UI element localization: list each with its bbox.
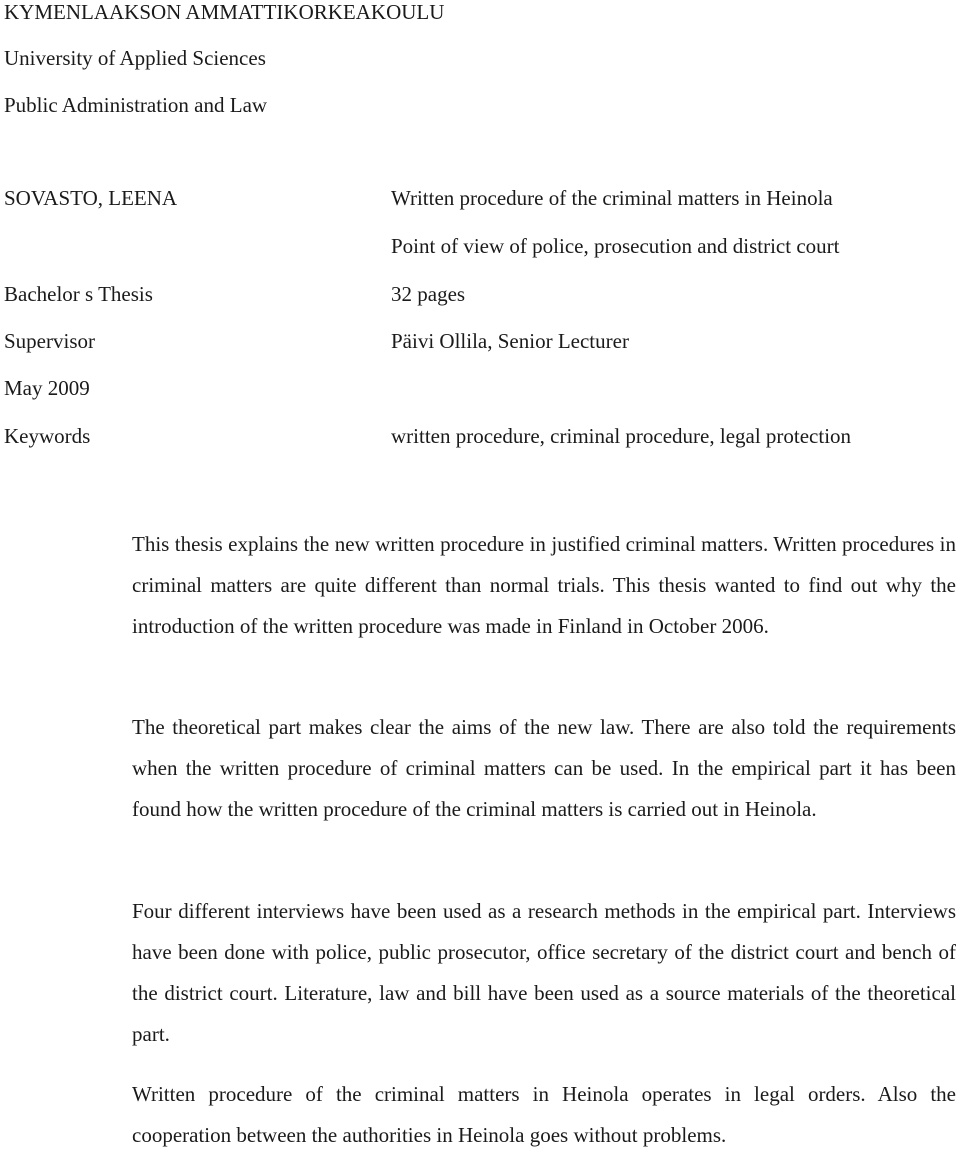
- thesis-title: Written procedure of the criminal matters in Heinola: [391, 186, 833, 210]
- page-count: 32 pages: [391, 282, 466, 306]
- thesis-date: May 2009: [4, 376, 90, 400]
- thesis-subtitle: Point of view of police, prosecution and district court: [391, 234, 840, 258]
- supervisor-name: Päivi Ollila, Senior Lecturer: [391, 329, 629, 353]
- thesis-type-label: Bachelor s Thesis: [4, 282, 153, 306]
- author-name: SOVASTO, LEENA: [4, 186, 178, 210]
- abstract-paragraph-3: Four different interviews have been used as a research methods in the empirical part. Interviews have been done with police, public prosecutor, office secretary of the district court and bench of the district court. Literature, law and bill have been used as a source materials of the theoretical part.: [132, 899, 956, 1046]
- abstract-paragraph-4: Written procedure of the criminal matters in Heinola operates in legal orders. Also the cooperation between the authorities in Heinola goes without problems.: [132, 1082, 956, 1147]
- supervisor-label: Supervisor: [4, 329, 95, 353]
- abstract-paragraph-1: This thesis explains the new written procedure in justified criminal matters. Written procedures in criminal matters are quite different than normal trials. This thesis wanted to find out why the introduction of the written procedure was made in Finland in October 2006.: [132, 532, 956, 638]
- abstract-paragraph-2: The theoretical part makes clear the aims of the new law. There are also told the requirements when the written procedure of criminal matters can be used. In the empirical part it has been found how the written procedure of the criminal matters is carried out in Heinola.: [132, 715, 956, 821]
- keywords-label: Keywords: [4, 424, 91, 448]
- program-name: Public Administration and Law: [4, 93, 268, 117]
- school-subtitle: University of Applied Sciences: [4, 46, 266, 70]
- keywords-list: written procedure, criminal procedure, legal protection: [391, 424, 852, 448]
- school-name: KYMENLAAKSON AMMATTIKORKEAKOULU: [4, 0, 445, 24]
